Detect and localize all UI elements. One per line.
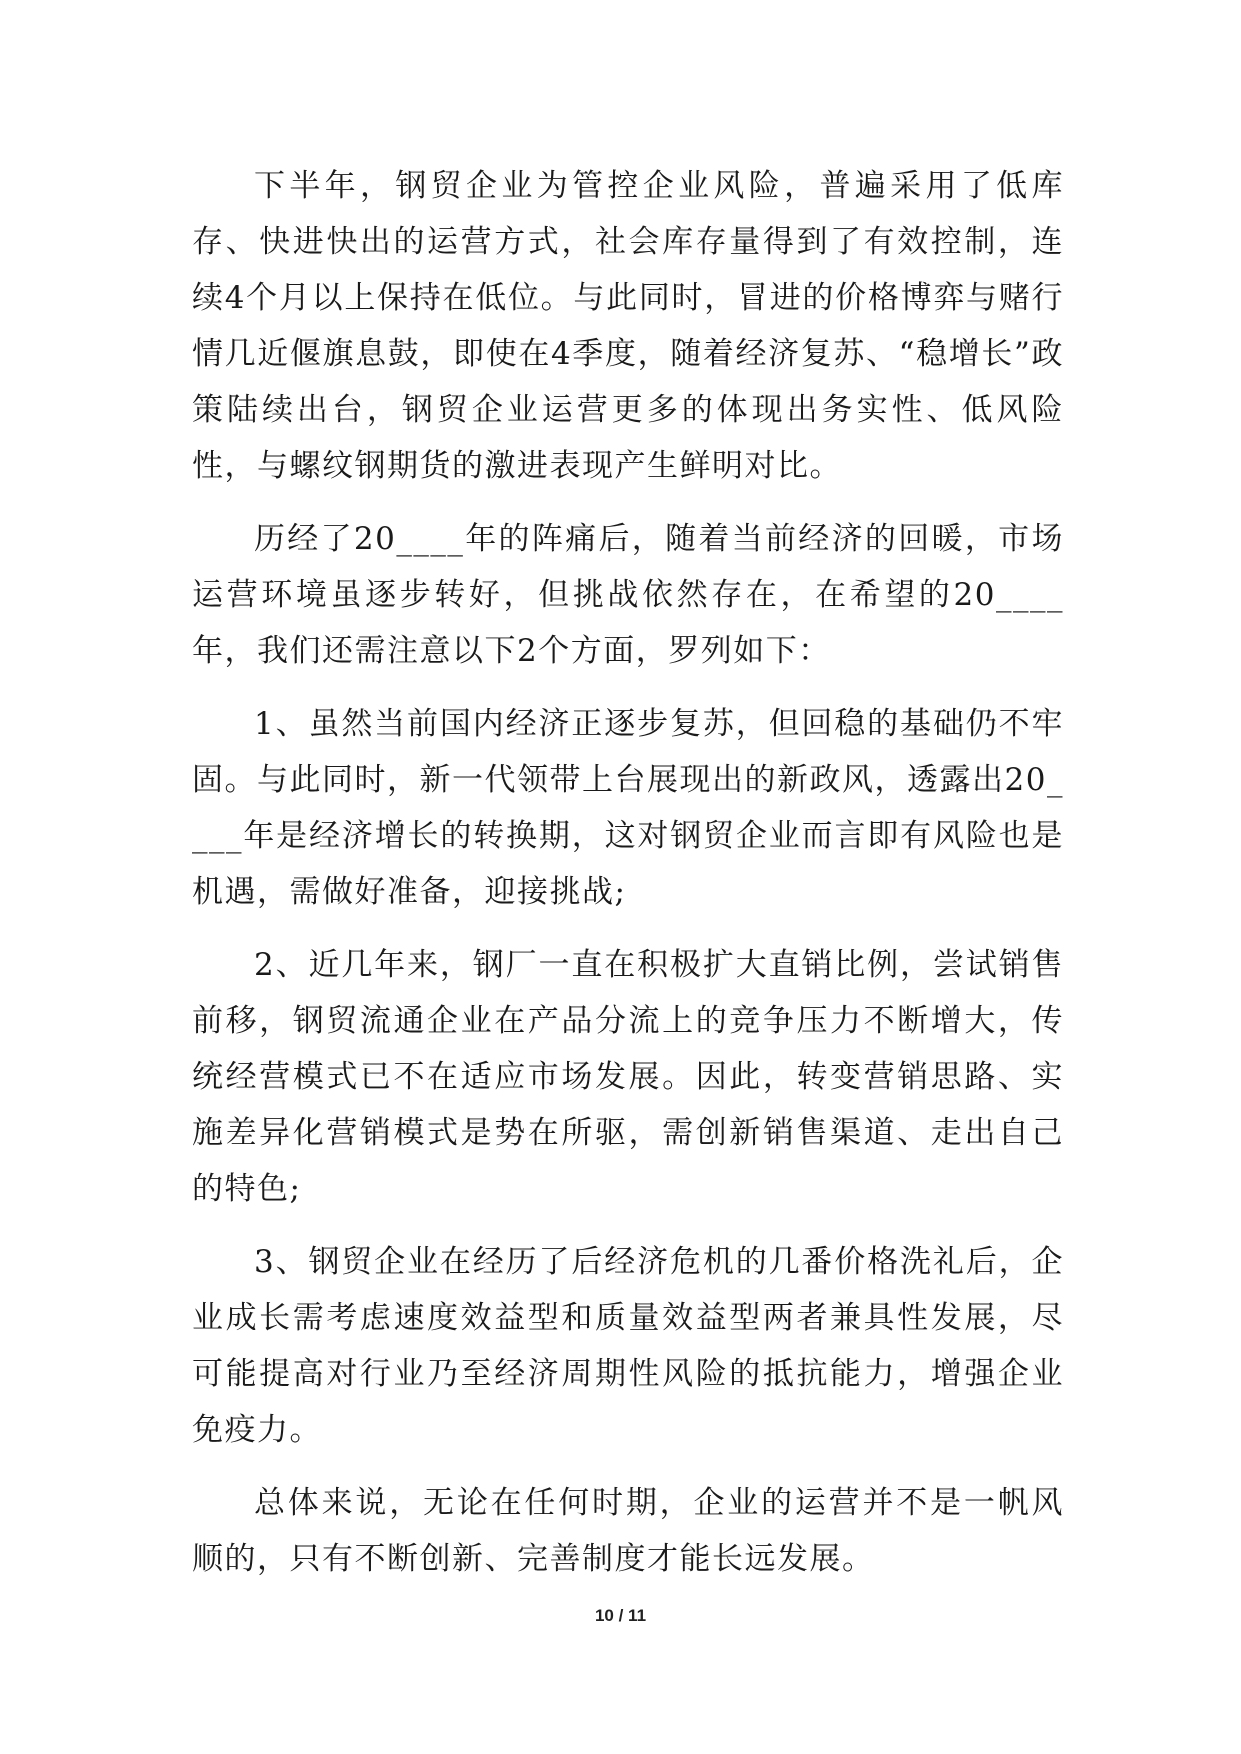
page-number: 10 / 11 [594,1606,647,1625]
paragraph-point-1: 1、虽然当前国内经济正逐步复苏，但回稳的基础仍不牢固。与此同时，新一代领带上台展现出的新政风，透露出20____年是经济增长的转换期，这对钢贸企业而言即有风险也是机遇，需做好准备，迎接挑战; [192,706,1064,910]
paragraph-conclusion: 总体来说，无论在任何时期，企业的运营并不是一帆风顺的，只有不断创新、完善制度才能长远发展。 [192,1485,1064,1577]
document-body [192,158,1064,1587]
paragraph-point-3: 3、钢贸企业在经历了后经济危机的几番价格洗礼后，企业成长需考虑速度效益型和质量效益型两者兼具性发展，尽可能提高对行业乃至经济周期性风险的抵抗能力，增强企业免疫力。 [192,1244,1064,1448]
paragraph-point-2: 2、近几年来，钢厂一直在积极扩大直销比例，尝试销售前移，钢贸流通企业在产品分流上的竞争压力不断增大，传统经营模式已不在适应市场发展。因此，转变营销思路、实施差异化营销模式是势在所驱，需创新销售渠道、走出自己的特色; [192,947,1064,1207]
paragraph-outlook-intro: 历经了20____年的阵痛后，随着当前经济的回暖，市场运营环境虽逐步转好，但挑战依然存在，在希望的20____年，我们还需注意以下2个方面，罗列如下： [192,521,1064,669]
paragraph-h2-stock-control: 下半年，钢贸企业为管控企业风险，普遍采用了低库存、快进快出的运营方式，社会库存量得到了有效控制，连续4个月以上保持在低位。与此同时，冒进的价格博弈与赌行情几近偃旗息鼓，即使在4季度，随着经济复苏、“稳增长”政策陆续出台，钢贸企业运营更多的体现出务实性、低风险性，与螺纹钢期货的激进表现产生鲜明对比。 [192,168,1064,484]
